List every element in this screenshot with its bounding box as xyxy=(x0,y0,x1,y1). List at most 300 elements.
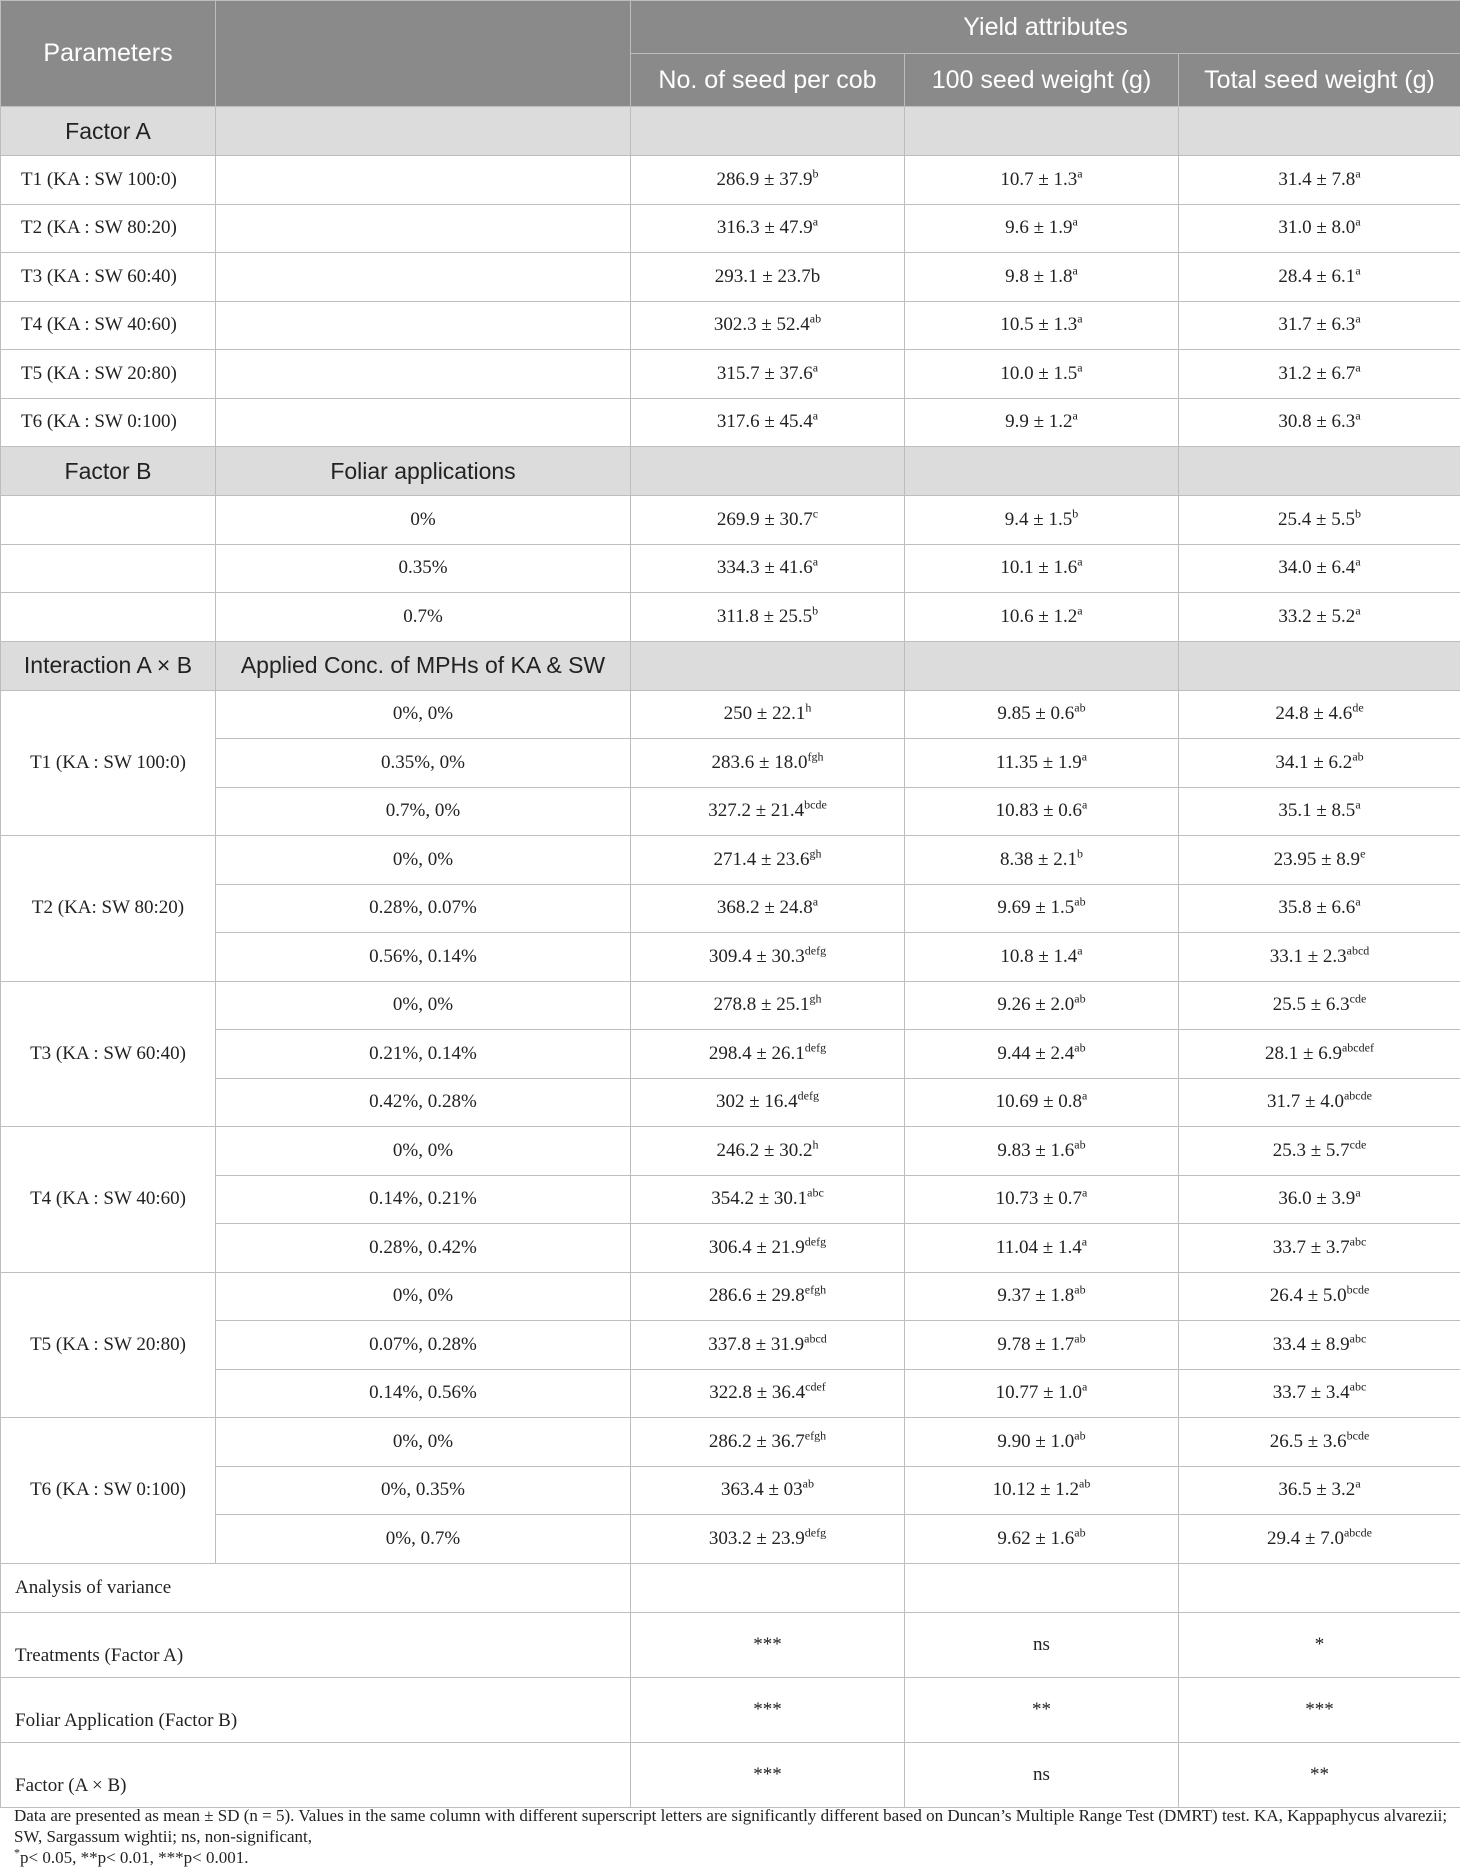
weight-100-cell-value: 10.69 ± 0.8 xyxy=(995,1091,1083,1113)
seeds-cell-superscript: b xyxy=(812,603,819,618)
weight-100-cell-superscript: ab xyxy=(1074,894,1086,909)
concentration: 0.28%, 0.42% xyxy=(216,1224,631,1273)
total-weight-cell-value: 26.5 ± 3.6 xyxy=(1269,1430,1347,1452)
seeds-cell-superscript: c xyxy=(812,506,819,521)
factor-a-section-blank xyxy=(631,107,905,156)
footnote-star: * xyxy=(14,1845,20,1860)
seeds-cell xyxy=(631,156,905,205)
blank-cell xyxy=(1,544,216,593)
seeds-cell-superscript: a xyxy=(812,554,819,569)
seeds-cell-value: 293.1 ± 23.7b xyxy=(714,265,821,287)
seeds-cell-value: 306.4 ± 21.9 xyxy=(708,1236,805,1258)
total-weight-cell-superscript: abc xyxy=(1349,1331,1367,1346)
seeds-cell xyxy=(631,1369,905,1418)
seeds-cell-value: 246.2 ± 30.2 xyxy=(716,1139,813,1161)
total-weight-cell xyxy=(1179,1224,1460,1273)
total-weight-cell xyxy=(1179,1369,1460,1418)
weight-100-cell-superscript: a xyxy=(1082,1088,1088,1103)
weight-100-cell-value: 9.9 ± 1.2 xyxy=(1005,411,1073,433)
total-weight-cell-superscript: a xyxy=(1355,603,1361,618)
weight-100-cell xyxy=(905,981,1179,1030)
weight-100-cell-value: 9.62 ± 1.6 xyxy=(997,1527,1075,1549)
seeds-cell-value: 286.6 ± 29.8 xyxy=(708,1285,805,1307)
table-row xyxy=(1,1030,1460,1079)
seeds-cell xyxy=(631,496,905,545)
interaction-section-blank xyxy=(905,641,1179,690)
weight-100-cell xyxy=(905,1515,1179,1564)
seeds-cell-superscript: defg xyxy=(804,1040,827,1055)
treatment-name: T6 (KA : SW 0:100) xyxy=(1,398,216,447)
seeds-cell xyxy=(631,1272,905,1321)
total-weight-cell-superscript: bcde xyxy=(1346,1428,1370,1443)
seeds-cell xyxy=(631,1175,905,1224)
weight-100-cell-superscript: a xyxy=(1077,166,1083,181)
total-weight-cell xyxy=(1179,496,1460,545)
total-weight-cell-superscript: a xyxy=(1355,263,1361,278)
seeds-cell-superscript: defg xyxy=(804,1525,827,1540)
total-weight-cell xyxy=(1179,1321,1460,1370)
interaction-section-label: Interaction A × B xyxy=(1,641,216,690)
treatment-group-name: T1 (KA : SW 100:0) xyxy=(1,690,216,836)
treatment-group-name: T6 (KA : SW 0:100) xyxy=(1,1418,216,1564)
total-weight-cell xyxy=(1179,1030,1460,1079)
seeds-cell xyxy=(631,1127,905,1176)
total-weight-cell-superscript: de xyxy=(1352,700,1364,715)
seeds-cell xyxy=(631,204,905,253)
table-row xyxy=(1,301,1460,350)
total-weight-cell xyxy=(1179,1078,1460,1127)
seeds-cell-value: 303.2 ± 23.9 xyxy=(708,1527,805,1549)
weight-100-cell-superscript: a xyxy=(1077,943,1083,958)
weight-100-cell xyxy=(905,1321,1179,1370)
weight-100-cell xyxy=(905,1272,1179,1321)
weight-100-cell xyxy=(905,1224,1179,1273)
total-weight-cell-superscript: abcde xyxy=(1343,1088,1372,1103)
factor-a-section-label: Factor A xyxy=(1,107,216,156)
weight-100-cell-superscript: a xyxy=(1077,360,1083,375)
total-weight-cell-superscript: abc xyxy=(1349,1234,1367,1249)
treatment-group-name: T4 (KA : SW 40:60) xyxy=(1,1127,216,1273)
total-weight-cell xyxy=(1179,739,1460,788)
anova-source: Foliar Application (Factor B) xyxy=(1,1677,631,1742)
total-weight-cell-value: 25.3 ± 5.7 xyxy=(1272,1139,1350,1161)
seeds-cell xyxy=(631,1030,905,1079)
weight-100-cell xyxy=(905,593,1179,642)
concentration: 0%, 0% xyxy=(216,1272,631,1321)
total-weight-cell-superscript: a xyxy=(1355,894,1361,909)
table-row xyxy=(1,204,1460,253)
weight-100-cell-superscript: ab xyxy=(1074,1428,1086,1443)
weight-100-cell-value: 10.6 ± 1.2 xyxy=(1000,605,1078,627)
concentration: 0.21%, 0.14% xyxy=(216,1030,631,1079)
weight-100-cell-value: 9.69 ± 1.5 xyxy=(997,897,1075,919)
weight-100-cell-superscript: a xyxy=(1082,797,1088,812)
table-row xyxy=(1,933,1460,982)
interaction-section-blank xyxy=(1179,641,1460,690)
footnote-line-1: Data are presented as mean ± SD (n = 5). Values in the same column with different superscript letters are significantly different based on Duncan’s Multiple Range Test (DMRT) test. KA, Kappaphycus alvarezii; SW, Sargassum wightii; ns, non-significant, xyxy=(14,1806,1448,1846)
total-weight-cell-value: 33.7 ± 3.4 xyxy=(1272,1382,1350,1404)
anova-total-weight: ** xyxy=(1179,1742,1460,1807)
total-weight-cell-value: 26.4 ± 5.0 xyxy=(1269,1285,1347,1307)
table-row xyxy=(1,690,1460,739)
concentration: 0% xyxy=(216,496,631,545)
table-row xyxy=(1,1515,1460,1564)
total-weight-cell-value: 34.0 ± 6.4 xyxy=(1278,557,1356,579)
blank-cell xyxy=(216,156,631,205)
weight-100-cell xyxy=(905,1030,1179,1079)
concentration: 0%, 0.35% xyxy=(216,1466,631,1515)
factor-b-section-blank xyxy=(631,447,905,496)
weight-100-cell xyxy=(905,836,1179,885)
total-weight-cell-value: 30.8 ± 6.3 xyxy=(1278,411,1356,433)
anova-row xyxy=(1,1742,1460,1807)
table-row xyxy=(1,1321,1460,1370)
seeds-cell xyxy=(631,1418,905,1467)
table-row xyxy=(1,496,1460,545)
weight-100-cell-value: 10.83 ± 0.6 xyxy=(995,800,1083,822)
total-weight-cell-superscript: a xyxy=(1355,408,1361,423)
total-weight-cell-value: 34.1 ± 6.2 xyxy=(1275,751,1353,773)
seeds-cell xyxy=(631,787,905,836)
seeds-cell-value: 337.8 ± 31.9 xyxy=(708,1333,805,1355)
factor-b-section-blank xyxy=(1179,447,1460,496)
seeds-cell-value: 250 ± 22.1 xyxy=(723,703,806,725)
interaction-section xyxy=(1,641,1460,690)
anova-seeds: *** xyxy=(631,1677,905,1742)
weight-100-cell-superscript: a xyxy=(1077,554,1083,569)
seeds-cell-value: 311.8 ± 25.5 xyxy=(716,605,813,627)
concentration: 0.42%, 0.28% xyxy=(216,1078,631,1127)
anova-total-weight: *** xyxy=(1179,1677,1460,1742)
total-weight-cell xyxy=(1179,787,1460,836)
weight-100-cell-value: 8.38 ± 2.1 xyxy=(1000,848,1077,870)
seeds-cell-value: 283.6 ± 18.0 xyxy=(711,751,808,773)
anova-row xyxy=(1,1612,1460,1677)
weight-100-cell-value: 9.85 ± 0.6 xyxy=(997,703,1075,725)
weight-100-cell xyxy=(905,398,1179,447)
seeds-cell-value: 327.2 ± 21.4 xyxy=(708,800,805,822)
concentration: 0%, 0% xyxy=(216,1127,631,1176)
total-weight-cell xyxy=(1179,253,1460,302)
concentration: 0%, 0% xyxy=(216,836,631,885)
weight-100-cell xyxy=(905,787,1179,836)
table-row xyxy=(1,1127,1460,1176)
total-weight-cell xyxy=(1179,204,1460,253)
yield-attributes-header: Yield attributes xyxy=(631,1,1460,54)
seeds-cell-value: 278.8 ± 25.1 xyxy=(713,994,810,1016)
weight-100-cell-superscript: ab xyxy=(1074,1040,1086,1055)
concentration: 0.35%, 0% xyxy=(216,739,631,788)
factor-a-section-sublabel xyxy=(216,107,631,156)
total-weight-cell-value: 24.8 ± 4.6 xyxy=(1275,703,1353,725)
blank-cell xyxy=(905,1563,1179,1612)
weight-100-cell xyxy=(905,1466,1179,1515)
seeds-cell xyxy=(631,1224,905,1273)
weight-100-cell xyxy=(905,253,1179,302)
weight-100-cell-value: 9.26 ± 2.0 xyxy=(997,994,1075,1016)
factor-a-section-blank xyxy=(1179,107,1460,156)
table-row xyxy=(1,1272,1460,1321)
concentration: 0%, 0% xyxy=(216,1418,631,1467)
weight-100-cell-value: 9.8 ± 1.8 xyxy=(1005,265,1073,287)
seeds-cell-value: 309.4 ± 30.3 xyxy=(708,945,805,967)
total-weight-cell-superscript: abcdef xyxy=(1341,1040,1374,1055)
blank-cell xyxy=(1179,1563,1460,1612)
blank-header xyxy=(216,1,631,107)
total-weight-cell-superscript: cde xyxy=(1349,1137,1367,1152)
weight-100-cell-value: 9.44 ± 2.4 xyxy=(997,1042,1075,1064)
treatment-name: T2 (KA : SW 80:20) xyxy=(1,204,216,253)
table-row xyxy=(1,156,1460,205)
total-weight-cell xyxy=(1179,884,1460,933)
weight-100-cell-value: 10.77 ± 1.0 xyxy=(995,1382,1083,1404)
anova-header-row xyxy=(1,1563,1460,1612)
seeds-cell-value: 315.7 ± 37.6 xyxy=(716,362,813,384)
blank-cell xyxy=(1,593,216,642)
seeds-cell-superscript: defg xyxy=(797,1088,819,1103)
seeds-cell-value: 271.4 ± 23.6 xyxy=(713,848,810,870)
seeds-cell-superscript: ab xyxy=(802,1476,814,1491)
weight-100-cell-superscript: a xyxy=(1072,214,1078,229)
total-weight-cell xyxy=(1179,1466,1460,1515)
total-weight-cell-superscript: a xyxy=(1355,554,1361,569)
total-weight-cell xyxy=(1179,301,1460,350)
concentration: 0%, 0% xyxy=(216,981,631,1030)
concentration: 0.14%, 0.21% xyxy=(216,1175,631,1224)
anova-seeds: *** xyxy=(631,1742,905,1807)
anova-row xyxy=(1,1677,1460,1742)
seeds-cell-superscript: abc xyxy=(807,1185,824,1200)
total-weight-cell-value: 31.0 ± 8.0 xyxy=(1278,217,1356,239)
seeds-cell xyxy=(631,981,905,1030)
weight-100-cell-value: 9.90 ± 1.0 xyxy=(997,1430,1075,1452)
total-weight-cell-value: 33.4 ± 8.9 xyxy=(1272,1333,1350,1355)
seeds-cell-superscript: bcde xyxy=(804,797,827,812)
weight-100-cell xyxy=(905,1418,1179,1467)
seeds-cell-value: 269.9 ± 30.7 xyxy=(716,508,813,530)
total-weight-cell-superscript: abcde xyxy=(1343,1525,1372,1540)
total-weight-cell-superscript: a xyxy=(1355,360,1361,375)
weight-100-cell xyxy=(905,350,1179,399)
weight-100-cell-value: 11.35 ± 1.9 xyxy=(995,751,1082,773)
total-weight-cell-superscript: abcd xyxy=(1346,943,1370,958)
weight-100-cell-superscript: b xyxy=(1072,506,1079,521)
weight-100-cell-superscript: a xyxy=(1081,1234,1088,1249)
weight-100-cell xyxy=(905,496,1179,545)
weight-100-cell xyxy=(905,204,1179,253)
seeds-cell xyxy=(631,1466,905,1515)
total-weight-cell-superscript: bcde xyxy=(1346,1282,1370,1297)
weight-100-cell-superscript: a xyxy=(1077,311,1083,326)
total-weight-cell xyxy=(1179,1418,1460,1467)
seeds-per-cob-header: No. of seed per cob xyxy=(631,54,905,107)
treatment-group-name: T5 (KA : SW 20:80) xyxy=(1,1272,216,1418)
concentration: 0.7% xyxy=(216,593,631,642)
total-seed-weight-header: Total seed weight (g) xyxy=(1179,54,1460,107)
seeds-cell xyxy=(631,544,905,593)
weight-100-cell-superscript: ab xyxy=(1074,1282,1086,1297)
seeds-cell xyxy=(631,398,905,447)
table-row xyxy=(1,836,1460,885)
seeds-cell xyxy=(631,690,905,739)
weight-100-cell-superscript: a xyxy=(1081,749,1088,764)
table-row xyxy=(1,253,1460,302)
seeds-cell xyxy=(631,1321,905,1370)
weight-100-cell-value: 10.8 ± 1.4 xyxy=(1000,945,1078,967)
weight-100-cell-value: 9.78 ± 1.7 xyxy=(997,1333,1075,1355)
treatment-name: T5 (KA : SW 20:80) xyxy=(1,350,216,399)
total-weight-cell-value: 25.5 ± 6.3 xyxy=(1272,994,1350,1016)
weight-100-cell-value: 10.7 ± 1.3 xyxy=(1000,168,1078,190)
weight-100-cell-superscript: ab xyxy=(1074,1525,1086,1540)
seeds-cell-superscript: b xyxy=(812,166,819,181)
table-row xyxy=(1,739,1460,788)
weight-100-cell xyxy=(905,301,1179,350)
weight-100-cell xyxy=(905,884,1179,933)
seeds-cell xyxy=(631,1078,905,1127)
seeds-cell-superscript: a xyxy=(812,214,819,229)
total-weight-cell-value: 33.1 ± 2.3 xyxy=(1269,945,1347,967)
weight-100-cell xyxy=(905,933,1179,982)
seeds-cell-value: 317.6 ± 45.4 xyxy=(716,411,813,433)
total-weight-cell xyxy=(1179,593,1460,642)
total-weight-cell-superscript: a xyxy=(1355,166,1361,181)
weight-100-cell-value: 10.5 ± 1.3 xyxy=(1000,314,1078,336)
total-weight-cell-superscript: ab xyxy=(1352,749,1364,764)
weight-100-cell-value: 9.83 ± 1.6 xyxy=(997,1139,1075,1161)
seeds-cell xyxy=(631,884,905,933)
seeds-cell xyxy=(631,350,905,399)
total-weight-cell-value: 31.2 ± 6.7 xyxy=(1278,362,1356,384)
table-row xyxy=(1,1418,1460,1467)
anova-seeds: *** xyxy=(631,1612,905,1677)
anova-total-weight: * xyxy=(1179,1612,1460,1677)
weight-100-cell-value: 10.73 ± 0.7 xyxy=(995,1188,1083,1210)
seeds-cell xyxy=(631,739,905,788)
total-weight-cell xyxy=(1179,1127,1460,1176)
seeds-cell-superscript: efgh xyxy=(804,1428,827,1443)
treatment-group-name: T3 (KA : SW 60:40) xyxy=(1,981,216,1127)
weight-100-cell-superscript: a xyxy=(1077,603,1083,618)
total-weight-cell-superscript: abc xyxy=(1349,1379,1367,1394)
total-weight-cell xyxy=(1179,1175,1460,1224)
blank-cell xyxy=(216,301,631,350)
weight-100-cell-superscript: ab xyxy=(1074,1137,1086,1152)
total-weight-cell-value: 29.4 ± 7.0 xyxy=(1267,1527,1344,1549)
total-weight-cell-superscript: e xyxy=(1360,846,1366,861)
total-weight-cell-value: 36.5 ± 3.2 xyxy=(1278,1479,1356,1501)
seeds-cell-value: 322.8 ± 36.4 xyxy=(709,1382,806,1404)
blank-cell xyxy=(1,496,216,545)
blank-cell xyxy=(216,350,631,399)
table-row xyxy=(1,544,1460,593)
weight-100-cell-superscript: ab xyxy=(1074,700,1086,715)
total-weight-cell xyxy=(1179,156,1460,205)
table-row xyxy=(1,1078,1460,1127)
seeds-cell xyxy=(631,593,905,642)
table-row xyxy=(1,1466,1460,1515)
total-weight-cell xyxy=(1179,398,1460,447)
seeds-cell-value: 298.4 ± 26.1 xyxy=(708,1042,805,1064)
seeds-cell-superscript: a xyxy=(812,894,819,909)
table-row xyxy=(1,593,1460,642)
treatment-name: T3 (KA : SW 60:40) xyxy=(1,253,216,302)
seeds-cell-value: 368.2 ± 24.8 xyxy=(716,897,813,919)
footnote-significance: p< 0.05, **p< 0.01, ***p< 0.001. xyxy=(20,1848,249,1867)
concentration: 0.35% xyxy=(216,544,631,593)
total-weight-cell xyxy=(1179,836,1460,885)
weight-100-cell-value: 10.12 ± 1.2 xyxy=(992,1479,1080,1501)
seeds-cell xyxy=(631,1515,905,1564)
total-weight-cell xyxy=(1179,1272,1460,1321)
anova-weight-100: ns xyxy=(905,1742,1179,1807)
seeds-cell-superscript: cdef xyxy=(805,1379,826,1394)
seeds-cell-value: 334.3 ± 41.6 xyxy=(716,557,813,579)
seeds-cell-superscript: h xyxy=(812,1137,819,1152)
total-weight-cell-value: 31.7 ± 4.0 xyxy=(1267,1091,1344,1113)
blank-cell xyxy=(216,204,631,253)
total-weight-cell-superscript: a xyxy=(1355,797,1361,812)
table-footnote xyxy=(14,1805,1454,1868)
total-weight-cell-superscript: a xyxy=(1355,214,1361,229)
concentration: 0.07%, 0.28% xyxy=(216,1321,631,1370)
concentration: 0.28%, 0.07% xyxy=(216,884,631,933)
table-row xyxy=(1,1369,1460,1418)
weight-100-cell xyxy=(905,690,1179,739)
total-weight-cell xyxy=(1179,1515,1460,1564)
seeds-cell-value: 286.9 ± 37.9 xyxy=(716,168,813,190)
seeds-cell-value: 363.4 ± 03 xyxy=(720,1479,803,1501)
total-weight-cell-value: 36.0 ± 3.9 xyxy=(1278,1188,1356,1210)
weight-100-cell-superscript: a xyxy=(1072,263,1078,278)
total-weight-cell xyxy=(1179,933,1460,982)
table-row xyxy=(1,884,1460,933)
total-weight-cell xyxy=(1179,544,1460,593)
total-weight-cell-superscript: a xyxy=(1355,1185,1361,1200)
total-weight-cell-superscript: b xyxy=(1354,506,1361,521)
table-row xyxy=(1,350,1460,399)
seeds-cell-superscript: ab xyxy=(809,311,822,326)
weight-100-cell xyxy=(905,156,1179,205)
total-weight-cell-value: 35.8 ± 6.6 xyxy=(1278,897,1356,919)
seed-weight-100-header: 100 seed weight (g) xyxy=(905,54,1179,107)
table-row xyxy=(1,398,1460,447)
weight-100-cell-superscript: ab xyxy=(1074,991,1086,1006)
anova-source: Factor (A × B) xyxy=(1,1742,631,1807)
table-row xyxy=(1,787,1460,836)
seeds-cell-superscript: gh xyxy=(809,846,822,861)
weight-100-cell xyxy=(905,1127,1179,1176)
factor-a-section-blank xyxy=(905,107,1179,156)
weight-100-cell-superscript: ab xyxy=(1079,1476,1091,1491)
concentration: 0.14%, 0.56% xyxy=(216,1369,631,1418)
seeds-cell xyxy=(631,253,905,302)
weight-100-cell-superscript: ab xyxy=(1074,1331,1086,1346)
interaction-section-sublabel: Applied Conc. of MPHs of KA & SW xyxy=(216,641,631,690)
total-weight-cell xyxy=(1179,690,1460,739)
blank-cell xyxy=(216,253,631,302)
total-weight-cell-value: 33.7 ± 3.7 xyxy=(1272,1236,1350,1258)
seeds-cell-superscript: defg xyxy=(804,943,827,958)
total-weight-cell-superscript: cde xyxy=(1349,991,1367,1006)
seeds-cell-superscript: a xyxy=(812,408,819,423)
seeds-cell xyxy=(631,836,905,885)
total-weight-cell xyxy=(1179,350,1460,399)
concentration: 0.56%, 0.14% xyxy=(216,933,631,982)
seeds-cell-superscript: abcd xyxy=(804,1331,827,1346)
seeds-cell-value: 286.2 ± 36.7 xyxy=(708,1430,805,1452)
footnote-line-2 xyxy=(14,1847,1454,1868)
